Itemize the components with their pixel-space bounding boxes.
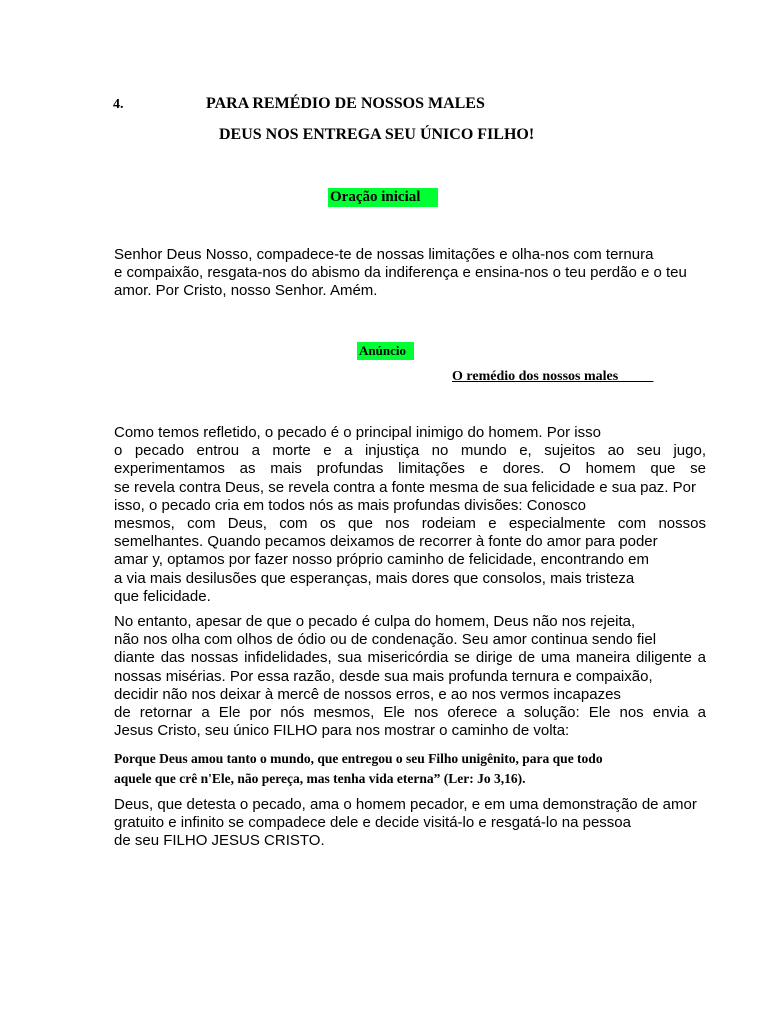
opening-prayer-heading: Oração inicial [328,188,438,207]
chapter-number: 4. [113,97,124,112]
quote-line: Porque Deus amou tanto o mundo, que entregou o seu Filho unigênito, para que todo [114,751,603,766]
page-title-line-2: DEUS NOS ENTREGA SEU ÚNICO FILHO! [219,126,535,143]
announcement-paragraph-2 [114,613,706,740]
text-line: nossas misérias. Por essa razão, desde sua mais profunda ternura e compaixão, [114,667,653,685]
text-line: diante das nossas infidelidades, sua misericórdia se dirige de uma maneira diligente a [114,649,706,667]
opening-prayer-paragraph [114,246,706,301]
announcement-paragraph-3 [114,796,706,851]
text-line: de retornar a Ele por nós mesmos, Ele nos oferece a solução: Ele nos envia a [114,703,706,721]
text-line: amar y, optamos por fazer nosso próprio caminho de felicidade, encontrando em [114,551,650,569]
text-line: a via mais desilusões que esperanças, mais dores que consolos, mais tristeza [114,569,635,587]
text-line: isso, o pecado cria em todos nós as mais profundas divisões: Conosco [114,496,586,514]
text-line: amor. Por Cristo, nosso Senhor. Amém. [114,282,378,300]
text-line: Deus, que detesta o pecado, ama o homem pecador, e em uma demonstração de amor [114,796,697,813]
text-line: gratuito e infinito se compadece dele e decide visitá-lo e resgatá-lo na pessoa [114,814,631,832]
text-line: mesmos, com Deus, com os que nos rodeiam e especialmente com nossos [114,514,706,532]
text-line: de seu FILHO JESUS CRISTO. [114,832,325,850]
text-line: que felicidade. [114,587,211,605]
text-line: Jesus Cristo, seu único FILHO para nos mostrar o caminho de volta: [114,722,570,740]
text-line: se revela contra Deus, se revela contra a fonte mesma de sua felicidade e sua paz. Por [114,478,696,496]
announcement-paragraph-1 [114,424,706,606]
bible-quote [114,749,706,789]
text-line: Senhor Deus Nosso, compadece-te de nossas limitações e olha-nos com ternura [114,246,654,263]
text-line: o pecado entrou a morte e a injustiça no mundo e, sujeitos ao seu jugo, [114,442,706,460]
quote-line: aquele que crê n'Ele, não pereça, mas tenha vida eterna” (Ler: Jo 3,16). [114,771,526,786]
page-title-line-1: PARA REMÉDIO DE NOSSOS MALES [206,95,485,112]
text-line: não nos olha com olhos de ódio ou de condenação. Seu amor continua sendo fiel [114,631,657,649]
text-line: No entanto, apesar de que o pecado é culpa do homem, Deus não nos rejeita, [114,613,636,630]
text-line: semelhantes. Quando pecamos deixamos de recorrer à fonte do amor para poder [114,533,658,551]
announcement-heading: Anúncio [357,342,414,360]
text-line: decidir não nos deixar à mercê de nossos erros, e ao nos vermos incapazes [114,685,621,703]
text-line: experimentamos as mais profundas limitações e dores. O homem que se [114,460,706,478]
text-line: e compaixão, resgata-nos do abismo da indiferença e ensina-nos o teu perdão e o teu [114,264,687,282]
text-line: Como temos refletido, o pecado é o principal inimigo do homem. Por isso [114,424,601,441]
announcement-subtitle: O remédio dos nossos males_____ [452,369,654,384]
